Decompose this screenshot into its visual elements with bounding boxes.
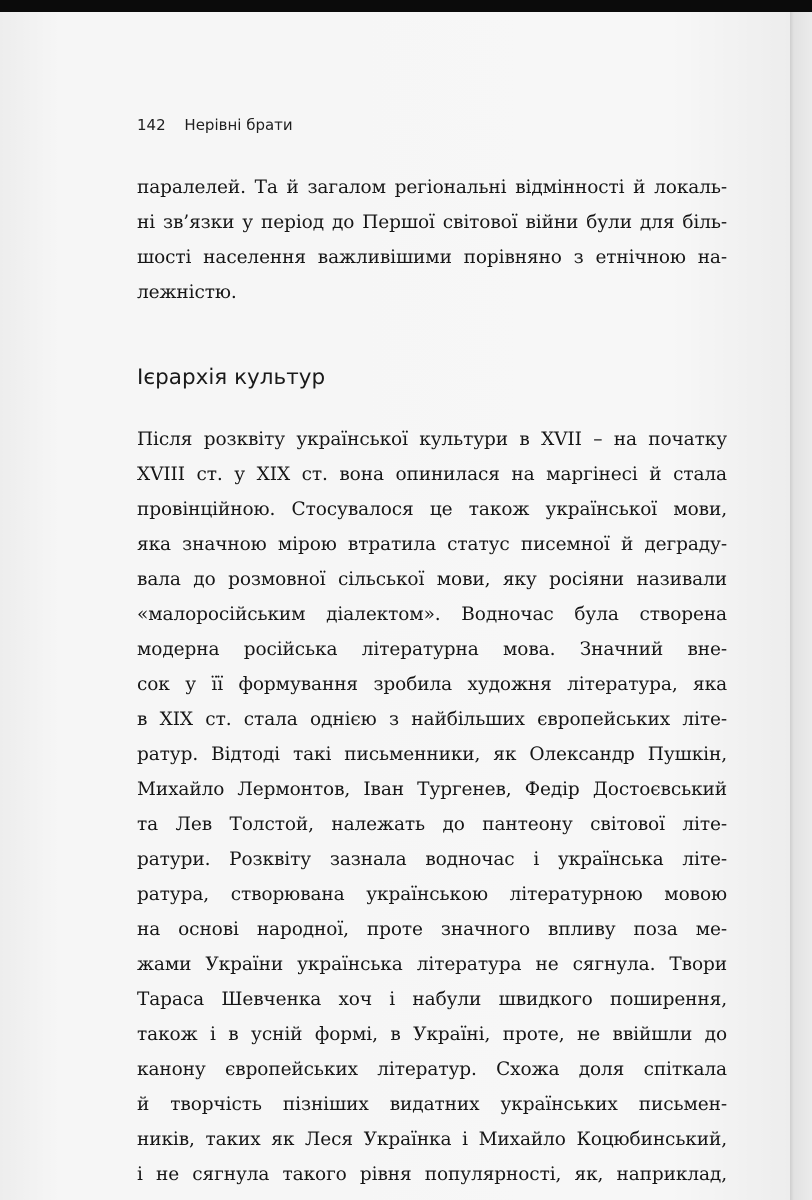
text-line: Тараса Шевченка хоч і набули швидкого поширення, <box>137 989 727 1010</box>
text-line: шості населення важливішими порівняно з етнічною на- <box>137 247 727 268</box>
text-line: XVIII ст. у XIX ст. вона опинилася на маргінесі й стала <box>137 464 727 485</box>
text-line: провінційною. Стосувалося це також української мови, <box>137 499 727 520</box>
text-line: модерна російська літературна мова. Значний вне- <box>137 639 727 660</box>
text-line: в XIX ст. стала однією з найбільших європейських літе- <box>137 709 727 730</box>
text-line: Після розквіту української культури в XVII – на початку <box>137 429 727 450</box>
text-line: канону європейських літератур. Схожа доля спіткала <box>137 1059 727 1080</box>
text-line: лежністю. <box>137 282 237 303</box>
text-line: ратур. Відтоді такі письменники, як Олександр Пушкін, <box>137 744 727 765</box>
text-line: ратура, створювана українською літературною мовою <box>137 884 727 905</box>
text-line: «малоросійським діалектом». Водночас була створена <box>137 604 727 625</box>
text-line: та Лев Толстой, належать до пантеону світової літе- <box>137 814 727 835</box>
page-edge-shadow <box>790 12 812 1200</box>
scan-top-border <box>0 0 812 12</box>
text-line: вала до розмовної сільської мови, яку росіяни називали <box>137 569 727 590</box>
text-line: паралелей. Та й загалом регіональні відмінності й локаль- <box>137 177 727 198</box>
text-line: й творчість пізніших видатних українських письмен- <box>137 1094 727 1115</box>
text-line: сок у її формування зробила художня література, яка <box>137 674 727 695</box>
text-line: ні зв’язки у період до Першої світової війни були для біль- <box>137 212 727 233</box>
text-line: і не сягнула такого рівня популярності, як, наприклад, <box>137 1164 727 1185</box>
text-line: яка значною мірою втратила статус писемної й деграду- <box>137 534 727 555</box>
running-head-title: Нерівні брати <box>184 116 293 134</box>
section-heading: Ієрархія культур <box>137 365 326 390</box>
text-line: також і в усній формі, в Україні, проте, не ввійшли до <box>137 1024 727 1045</box>
running-head <box>137 116 293 134</box>
text-line: ників, таких як Леся Українка і Михайло Коцюбинський, <box>137 1129 727 1150</box>
text-line: на основі народної, проте значного впливу поза ме- <box>137 919 727 940</box>
text-line: Михайло Лермонтов, Іван Тургенев, Федір Достоєвський <box>137 779 727 800</box>
text-line: жами України українська література не сягнула. Твори <box>137 954 727 975</box>
text-line: ратури. Розквіту зазнала водночас і українська літе- <box>137 849 727 870</box>
page-number: 142 <box>137 116 166 134</box>
